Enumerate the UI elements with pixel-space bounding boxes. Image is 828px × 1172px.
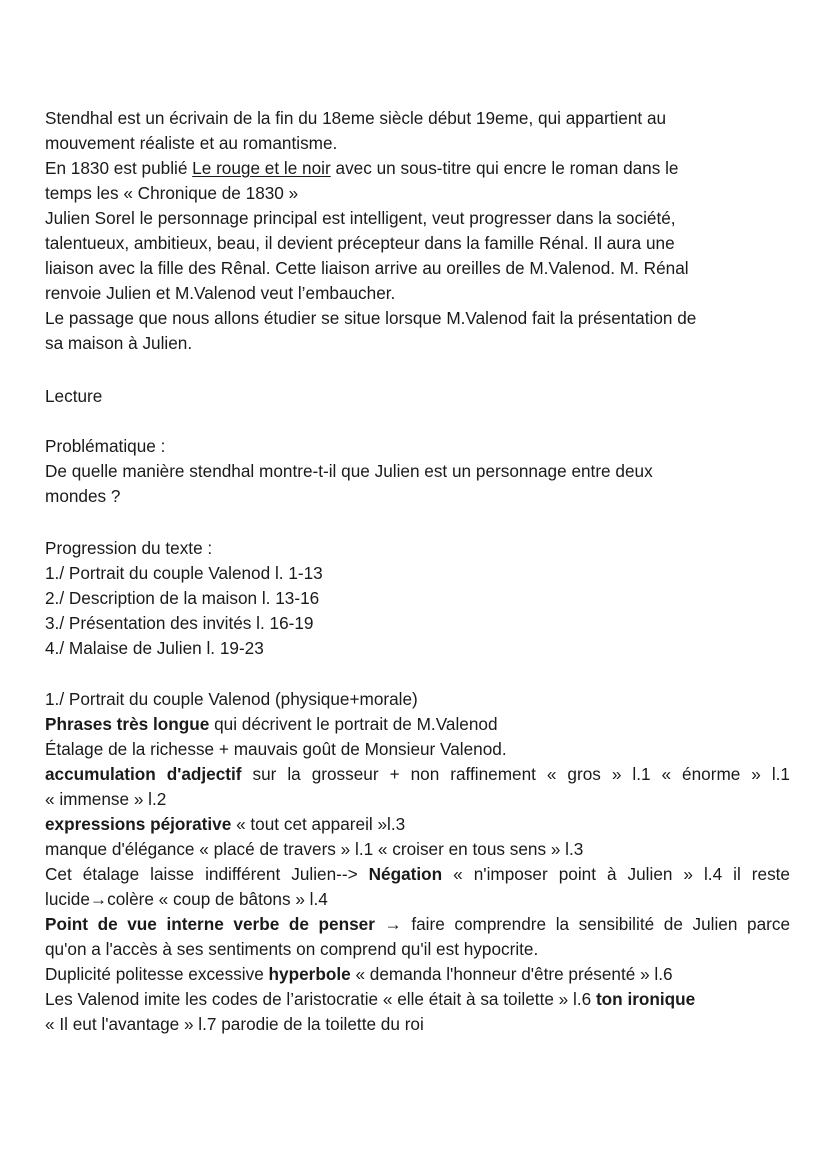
keyword: Phrases très longue [45, 714, 210, 734]
analysis-text: Cet étalage laisse indifférent Julien--> [45, 864, 369, 884]
problematique-line: mondes ? [45, 486, 121, 506]
analysis-line [45, 862, 790, 887]
intro-line: Stendhal est un écrivain de la fin du 18eme siècle début 19eme, qui appartient au [45, 108, 667, 128]
intro-line: renvoie Julien et M.Valenod veut l’embaucher. [45, 283, 396, 303]
analysis-text: « tout cet appareil »l.3 [231, 814, 406, 834]
analysis-line [45, 812, 790, 837]
intro-line [45, 156, 790, 181]
problematique-section [45, 434, 790, 509]
keyword: expressions péjorative [45, 814, 232, 834]
intro-text: avec un sous-titre qui encre le roman dans le [330, 158, 679, 178]
lecture-label: Lecture [45, 386, 103, 406]
analysis-line: lucide→colère « coup de bâtons » l.4 [45, 889, 328, 909]
keyword: Négation [368, 864, 443, 884]
progression-section [45, 536, 790, 661]
analysis-text: « n'imposer point à Julien » l.4 il reste [442, 864, 790, 884]
analysis-text: → faire comprendre la sensibilité de Julien parce [374, 914, 791, 934]
analysis-text: Duplicité politesse excessive [45, 964, 269, 984]
analysis-text: « demanda l'honneur d'être présenté » l.6 [350, 964, 673, 984]
analysis-line [45, 712, 790, 737]
intro-text: En 1830 est publié [45, 158, 193, 178]
problematique-line: De quelle manière stendhal montre-t-il que Julien est un personnage entre deux [45, 461, 653, 481]
progression-item: 1./ Portrait du couple Valenod l. 1-13 [45, 563, 323, 583]
analysis-line: manque d'élégance « placé de travers » l.1 « croiser en tous sens » l.3 [45, 839, 584, 859]
progression-label: Progression du texte : [45, 538, 213, 558]
intro-line: Julien Sorel le personnage principal est intelligent, veut progresser dans la société, [45, 208, 676, 228]
book-title: Le rouge et le noir [192, 158, 331, 178]
progression-item: 3./ Présentation des invités l. 16-19 [45, 613, 314, 633]
analysis-section [45, 687, 790, 1037]
intro-line: Le passage que nous allons étudier se situe lorsque M.Valenod fait la présentation de [45, 308, 697, 328]
analysis-line [45, 962, 790, 987]
intro-line: sa maison à Julien. [45, 333, 193, 353]
intro-line: liaison avec la fille des Rênal. Cette liaison arrive au oreilles de M.Valenod. M. Rénal [45, 258, 689, 278]
intro-line: mouvement réaliste et au romantisme. [45, 133, 338, 153]
progression-item: 2./ Description de la maison l. 13-16 [45, 588, 320, 608]
analysis-line [45, 987, 790, 1012]
analysis-heading: 1./ Portrait du couple Valenod (physique+morale) [45, 689, 418, 709]
keyword: accumulation d'adjectif [45, 764, 242, 784]
keyword: ton ironique [595, 989, 696, 1009]
problematique-label: Problématique : [45, 436, 166, 456]
keyword: hyperbole [268, 964, 351, 984]
keyword: Point de vue interne verbe de penser [45, 914, 375, 934]
intro-paragraph [45, 106, 790, 356]
lecture-section [45, 384, 790, 409]
analysis-line: « immense » l.2 [45, 789, 167, 809]
analysis-line [45, 912, 790, 937]
analysis-line: qu'on a l'accès à ses sentiments on comprend qu'il est hypocrite. [45, 939, 539, 959]
analysis-text: qui décrivent le portrait de M.Valenod [209, 714, 498, 734]
intro-line: talentueux, ambitieux, beau, il devient précepteur dans la famille Rénal. Il aura une [45, 233, 675, 253]
analysis-text: sur la grosseur + non raffinement « gros » l.1 « énorme » l.1 [241, 764, 790, 784]
intro-line: temps les « Chronique de 1830 » [45, 183, 299, 203]
analysis-line: Étalage de la richesse + mauvais goût de Monsieur Valenod. [45, 739, 507, 759]
analysis-line [45, 762, 790, 787]
progression-item: 4./ Malaise de Julien l. 19-23 [45, 638, 264, 658]
analysis-text: Les Valenod imite les codes de l’aristocratie « elle était à sa toilette » l.6 [45, 989, 596, 1009]
analysis-line: « Il eut l'avantage » l.7 parodie de la toilette du roi [45, 1014, 424, 1034]
